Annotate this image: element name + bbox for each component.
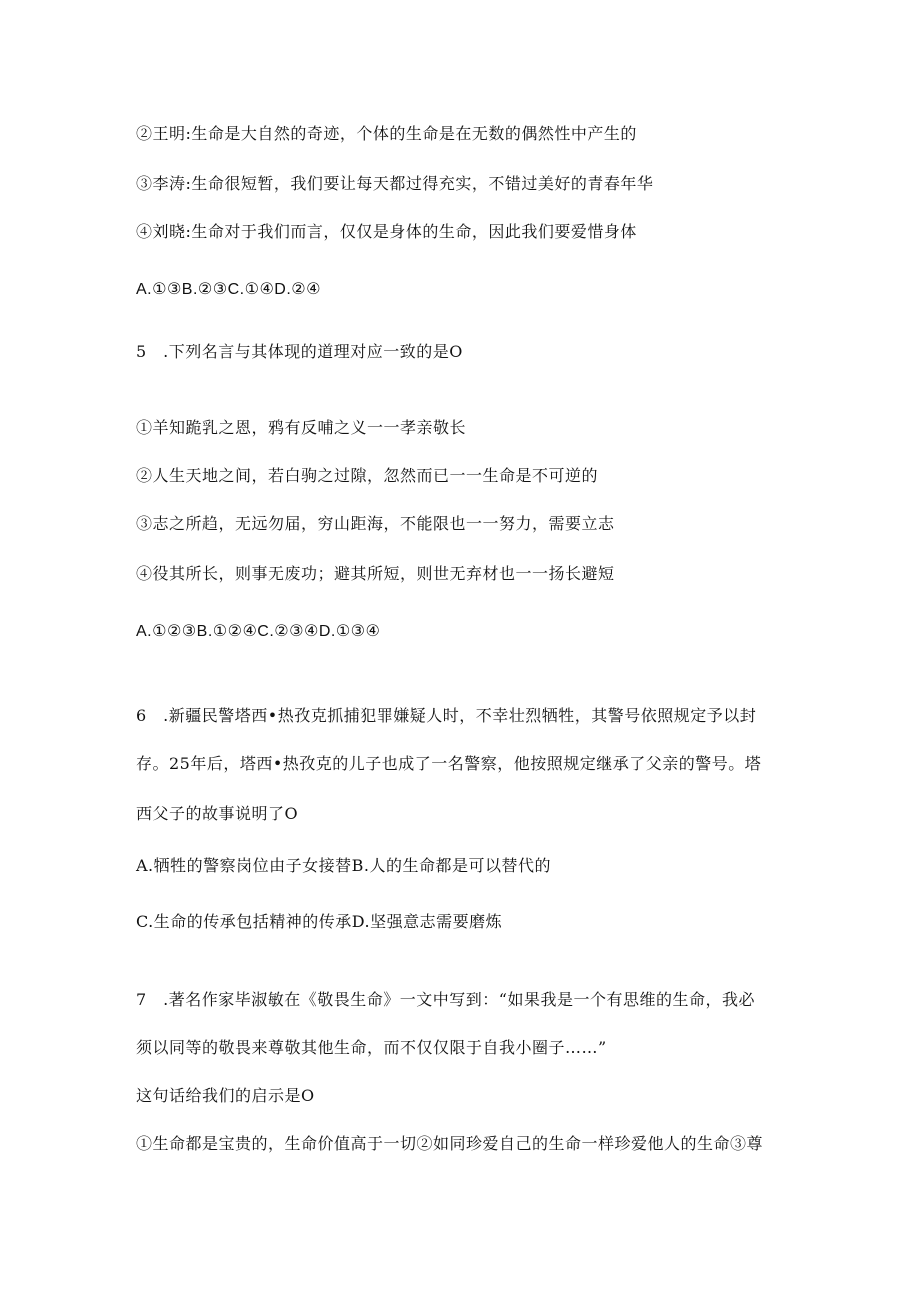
q6-options-cd: C.生命的传承包括精神的传承D.坚强意志需要磨炼 <box>136 912 503 931</box>
q7-statements-line-1: ①生命都是宝贵的，生命价值高于一切②如同珍爱自己的生命一样珍爱他人的生命③尊 <box>136 1134 764 1153</box>
q4-options: A.①③B.②③C.①④D.②④ <box>136 281 321 298</box>
q7-stem-line-3: 这句话给我们的启示是O <box>136 1086 315 1105</box>
q5-statement-2: ②人生天地之间，若白驹之过隙，忽然而已一一生命是不可逆的 <box>136 466 599 485</box>
q7-stem-line-2: 须以同等的敬畏来尊敬其他生命，而不仅仅限于自我小圈子……” <box>136 1038 607 1057</box>
q4-statement-2: ②王明:生命是大自然的奇迹，个体的生命是在无数的偶然性中产生的 <box>136 124 637 143</box>
q6-options-ab: A.牺牲的警察岗位由子女接替B.人的生命都是可以替代的 <box>136 856 551 875</box>
q7-stem-line-1: 7 .著名作家毕淑敏在《敬畏生命》一文中写到：“如果我是一个有思维的生命，我必 <box>136 990 755 1009</box>
q5-statement-4: ④役其所长，则事无废功；避其所短，则世无弃材也一一扬长避短 <box>136 564 615 583</box>
q6-stem-line-3: 西父子的故事说明了O <box>136 804 299 823</box>
q5-statement-1: ①羊知跪乳之恩，鸦有反哺之义一一孝亲敬长 <box>136 418 467 437</box>
q4-statement-4: ④刘晓:生命对于我们而言，仅仅是身体的生命，因此我们要爱惜身体 <box>136 222 637 241</box>
q4-statement-3: ③李涛:生命很短暂，我们要让每天都过得充实，不错过美好的青春年华 <box>136 174 654 193</box>
q6-stem-line-2: 存。25年后，塔西•热孜克的儿子也成了一名警察，他按照规定继承了父亲的警号。塔 <box>136 754 762 773</box>
q5-stem: 5 .下列名言与其体现的道理对应一致的是O <box>136 342 463 361</box>
q6-stem-line-1: 6 .新疆民警塔西•热孜克抓捕犯罪嫌疑人时，不幸壮烈牺牲，其警号依照规定予以封 <box>136 706 757 725</box>
q5-statement-3: ③志之所趋，无远勿届，穷山距海，不能限也一一努力，需要立志 <box>136 514 615 533</box>
q5-options: A.①②③B.①②④C.②③④D.①③④ <box>136 623 381 640</box>
